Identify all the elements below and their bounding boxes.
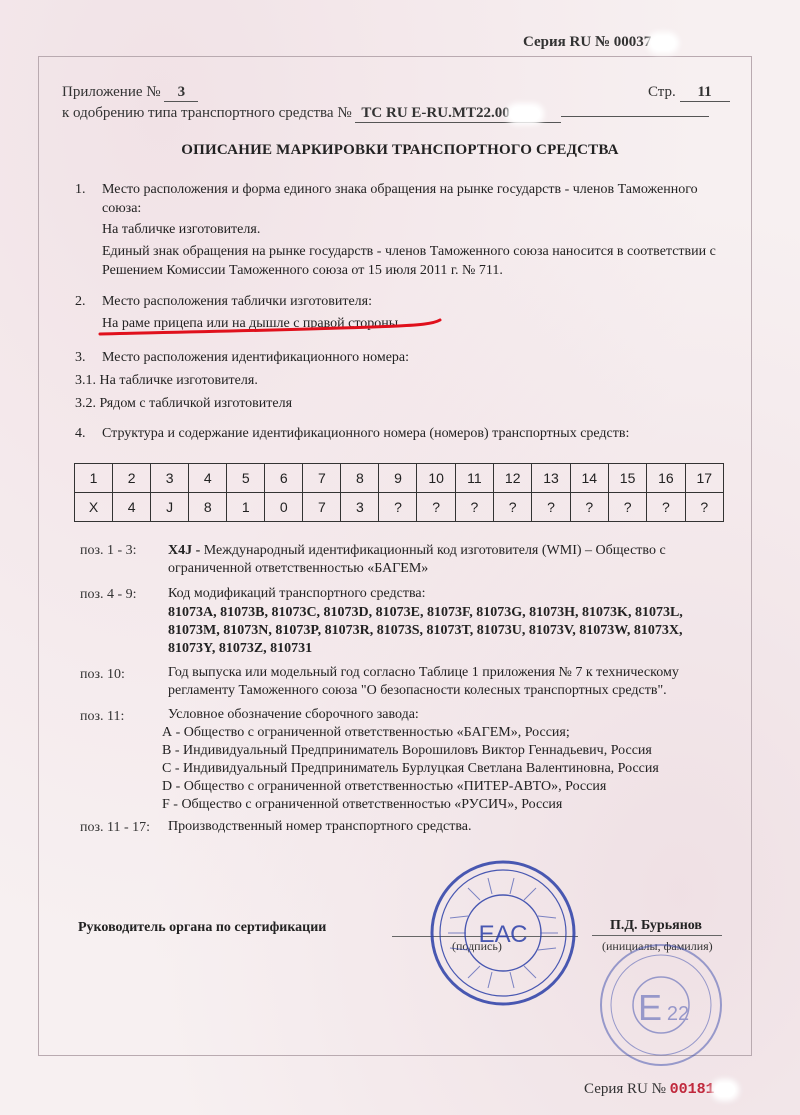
vin-value-cell: X: [75, 493, 113, 522]
signature-caption: (подпись): [452, 939, 502, 953]
approval-prefix: к одобрению типа транспортного средства №: [62, 105, 352, 121]
e22-approval-stamp: [596, 940, 726, 1070]
vin-position-cell: 13: [532, 464, 570, 493]
section-4-text: Структура и содержание идентификационного номера (номеров) транспортных средств:: [102, 426, 630, 441]
assembly-plant-item: В - Индивидуальный Предприниматель Ворошиловъ Виктор Геннадьевич, Россия: [162, 743, 652, 758]
vin-structure-table: [74, 463, 724, 522]
section-1-b: Единый знак обращения на рынке государств - членов Таможенного союза наносится в соответствии с Решением Комиссии Таможенного союза от 15 июля 2011 г. № 711.: [102, 244, 716, 278]
pos-4-9-text: Код модификаций транспортного средства:: [168, 586, 426, 601]
pos-1-3-label: поз. 1 - 3:: [80, 543, 137, 558]
assembly-plant-item: А - Общество с ограниченной ответственностью «БАГЕМ», Россия;: [162, 725, 570, 740]
vin-position-cell: 1: [75, 464, 113, 493]
vin-position-cell: 2: [113, 464, 151, 493]
signatory-role: Руководитель органа по сертификации: [78, 920, 327, 935]
assembly-plant-item: D - Общество с ограниченной ответственностью «ПИТЕР-АВТО», Россия: [162, 779, 607, 794]
appendix-label: Приложение №: [62, 84, 161, 100]
section-3-text: Место расположения идентификационного номера:: [102, 350, 410, 365]
pos-11-label: поз. 11:: [80, 709, 125, 724]
vin-value-cell: 1: [227, 493, 265, 522]
vin-position-cell: 11: [455, 464, 493, 493]
vin-position-cell: 17: [685, 464, 723, 493]
wmi-code: X4J -: [168, 543, 201, 558]
vin-position-cell: 5: [227, 464, 265, 493]
vin-value-cell: ?: [532, 493, 570, 522]
page-line: [648, 84, 730, 102]
serial-number: 00181: [669, 1081, 715, 1098]
vin-position-cell: 9: [379, 464, 417, 493]
redaction-blur: [651, 36, 675, 50]
vin-value-cell: ?: [608, 493, 646, 522]
section-1-a: На табличке изготовителя.: [102, 222, 261, 237]
e-mark: E: [637, 987, 663, 1028]
pos-10-label: поз. 10:: [80, 667, 125, 682]
e-number: 22: [666, 1003, 690, 1025]
document-title: ОПИСАНИЕ МАРКИРОВКИ ТРАНСПОРТНОГО СРЕДСТВА: [181, 142, 619, 158]
vin-value-cell: 4: [113, 493, 151, 522]
page-number: 11: [680, 84, 730, 102]
vin-value-cell: ?: [685, 493, 723, 522]
vin-value-cell: ?: [494, 493, 532, 522]
vin-value-cell: J: [151, 493, 189, 522]
name-line: [592, 935, 722, 936]
vin-value-cell: ?: [570, 493, 608, 522]
vin-position-cell: 12: [494, 464, 532, 493]
approval-number: ТС RU E-RU.MT22.00: [355, 105, 561, 123]
vin-value-cell: 0: [265, 493, 303, 522]
pos-10-text: Год выпуска или модельный год согласно Таблице 1 приложения № 7 к техническому регламенту Таможенного союза "О безопасности колесных транспортных средств".: [168, 665, 679, 698]
vin-value-cell: 7: [303, 493, 341, 522]
assembly-plant-item: F - Общество с ограниченной ответственностью «РУСИЧ», Россия: [162, 797, 563, 812]
pos-4-9-label: поз. 4 - 9:: [80, 587, 137, 602]
vin-value-cell: ?: [379, 493, 417, 522]
name-caption: (инициалы, фамилия): [602, 939, 713, 953]
vin-position-cell: 10: [417, 464, 455, 493]
section-2-text: Место расположения таблички изготовителя:: [102, 294, 372, 309]
modification-codes: 81073А, 81073В, 81073С, 81073D, 81073E, 81073F, 81073G, 81073H, 81073K, 81073L, 81073M, 81073N, 81073P, 81073R, 81073S, 81073T, 81073U, 81073V, 81073W, 81073X, 81073Y, 81073Z, 810731: [168, 605, 683, 656]
vin-position-cell: 7: [303, 464, 341, 493]
vin-values-row: [75, 493, 724, 522]
signatory-name: П.Д. Бурьянов: [610, 918, 702, 933]
vin-value-cell: ?: [417, 493, 455, 522]
official-round-stamp: [428, 858, 578, 1008]
vin-position-cell: 4: [189, 464, 227, 493]
wmi-description: Международный идентификационный код изготовителя (WMI) – Общество с ограниченной ответственностью «БАГЕМ»: [168, 543, 666, 576]
vin-value-cell: 8: [189, 493, 227, 522]
pos-11-17-text: Производственный номер транспортного средства.: [168, 819, 472, 834]
series-number-top: Серия RU № 00037: [523, 34, 675, 51]
pos-11-text: Условное обозначение сборочного завода:: [168, 707, 419, 722]
vin-position-cell: 6: [265, 464, 303, 493]
section-1-text: Место расположения и форма единого знака обращения на рынке государств - членов Таможенного союза:: [102, 182, 698, 216]
series-number-bottom: Серия RU № 00181: [584, 1081, 735, 1098]
vin-value-cell: ?: [455, 493, 493, 522]
vin-positions-row: [75, 464, 724, 493]
appendix-line: [62, 84, 198, 102]
pos-1-3-text: [168, 542, 728, 578]
page-label: Стр.: [648, 84, 676, 100]
vin-value-cell: ?: [647, 493, 685, 522]
section-3-2: 3.2. Рядом с табличкой изготовителя: [75, 396, 293, 411]
assembly-plant-list: [162, 724, 659, 814]
vin-position-cell: 14: [570, 464, 608, 493]
red-underline-mark: [98, 318, 443, 338]
appendix-number: 3: [164, 84, 198, 102]
pos-11-17-label: поз. 11 - 17:: [80, 820, 151, 835]
eac-mark: ЕАС: [478, 921, 528, 948]
vin-value-cell: 3: [341, 493, 379, 522]
section-2-a: На раме прицепа или на дышле с правой стороны: [102, 316, 399, 331]
approval-line: [62, 105, 709, 123]
vin-position-cell: 8: [341, 464, 379, 493]
vin-position-cell: 16: [647, 464, 685, 493]
assembly-plant-item: С - Индивидуальный Предприниматель Бурлуцкая Светлана Валентиновна, Россия: [162, 761, 659, 776]
section-3-1: 3.1. На табличке изготовителя.: [75, 373, 258, 388]
vin-position-cell: 3: [151, 464, 189, 493]
vin-position-cell: 15: [608, 464, 646, 493]
